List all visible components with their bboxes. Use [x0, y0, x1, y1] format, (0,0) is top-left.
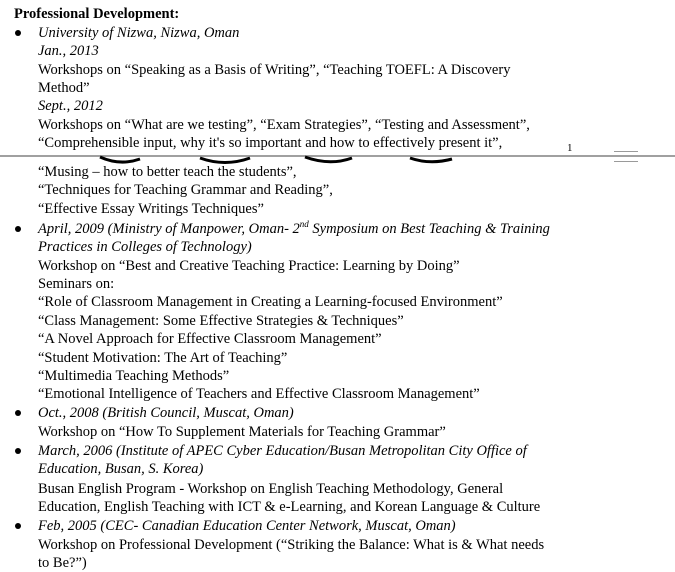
entry-line: Workshop on “Best and Creative Teaching Practice: Learning by Doing”	[38, 258, 460, 274]
entry-line: Workshops on “Speaking as a Basis of Writing”, “Teaching TOEFL: A Discovery	[38, 62, 511, 78]
entry-title: March, 2006 (Institute of APEC Cyber Education/Busan Metropolitan City Office of	[38, 443, 527, 459]
entry-line: Workshop on “How To Supplement Materials for Teaching Grammar”	[38, 424, 446, 440]
entry-title: Practices in Colleges of Technology)	[38, 239, 252, 255]
entry-title: Feb, 2005 (CEC- Canadian Education Center Network, Muscat, Oman)	[38, 518, 456, 534]
entry-line: Education, English Teaching with ICT & e-Learning, and Korean Language & Culture	[38, 499, 541, 515]
entry-title: University of Nizwa, Nizwa, Oman	[38, 25, 240, 41]
entry-date: Jan., 2013	[38, 43, 99, 59]
entry-line: “Comprehensible input, why it's so important and how to effectively present it”,	[38, 135, 503, 151]
entry-line: “Musing – how to better teach the students”,	[38, 164, 297, 180]
entry-line: “Student Motivation: The Art of Teaching”	[38, 350, 288, 366]
entry-date: Sept., 2012	[38, 98, 103, 114]
bullet-icon	[15, 410, 21, 416]
entry-line: Busan English Program - Workshop on English Teaching Methodology, General	[38, 481, 504, 497]
entry-line: Method”	[38, 80, 90, 96]
section-heading: Professional Development:	[14, 6, 180, 22]
bullet-icon	[15, 448, 21, 454]
entry-title: Oct., 2008 (British Council, Muscat, Oman)	[38, 405, 294, 421]
entry-line: “A Novel Approach for Effective Classroom Management”	[38, 331, 382, 347]
entry-line: “Techniques for Teaching Grammar and Reading”,	[38, 182, 333, 198]
entry-line: “Multimedia Teaching Methods”	[38, 368, 230, 384]
page-number: 1	[567, 142, 573, 154]
entry-line: Seminars on:	[38, 276, 115, 292]
bullet-icon	[15, 523, 21, 529]
entry-line: “Emotional Intelligence of Teachers and Effective Classroom Management”	[38, 386, 480, 402]
entry-title: April, 2009 (Ministry of Manpower, Oman- 2nd Symposium on Best Teaching & Training	[38, 219, 550, 237]
bullet-icon	[15, 30, 21, 36]
entry-line: Workshop on Professional Development (“Striking the Balance: What is & What needs	[38, 537, 545, 553]
entry-line: to Be?”)	[38, 555, 87, 571]
entry-line: Workshops on “What are we testing”, “Exam Strategies”, “Testing and Assessment”,	[38, 117, 530, 133]
entry-line: “Class Management: Some Effective Strategies & Techniques”	[38, 313, 404, 329]
bullet-icon	[15, 226, 21, 232]
entry-line: “Effective Essay Writings Techniques”	[38, 201, 264, 217]
page-break-marker	[614, 151, 638, 162]
entry-title: Education, Busan, S. Korea)	[38, 461, 204, 477]
entry-line: “Role of Classroom Management in Creating a Learning-focused Environment”	[38, 294, 503, 310]
